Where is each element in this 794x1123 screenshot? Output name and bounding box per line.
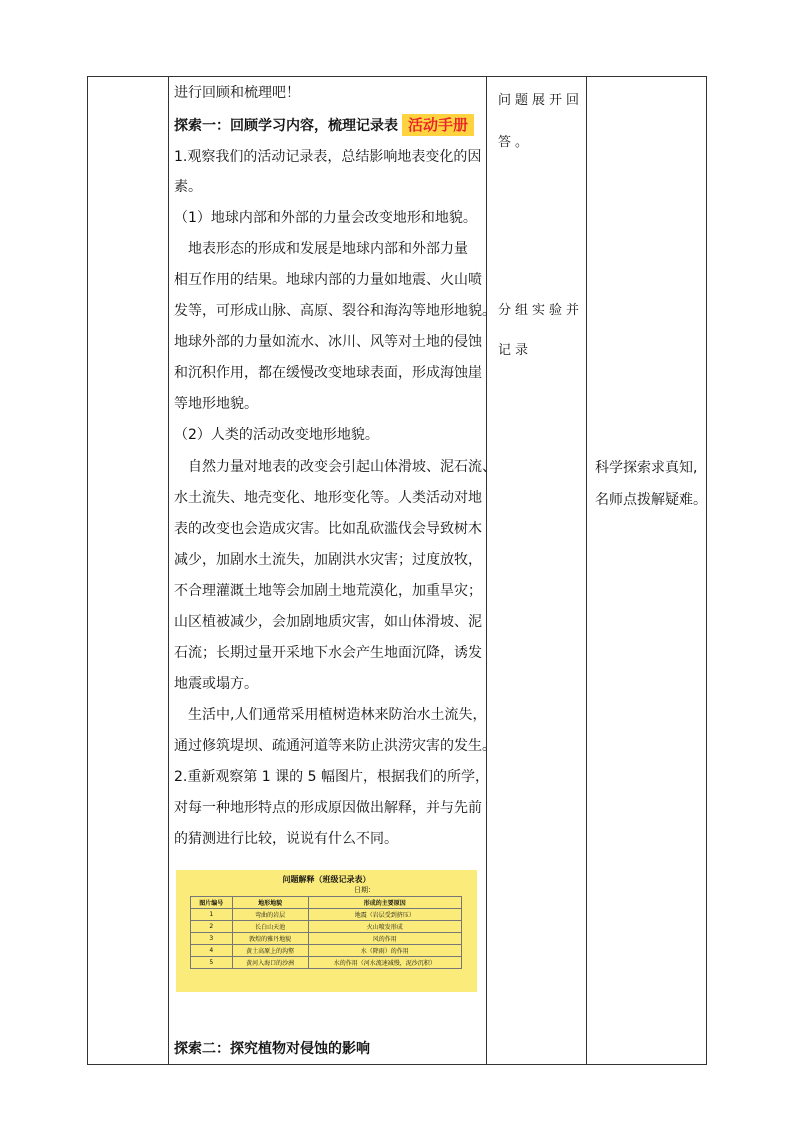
cell: 火山喷发形成	[308, 921, 461, 933]
text-line: 通过修筑堤坝、疏通河道等来防止洪涝灾害的发生。	[174, 738, 496, 754]
table-row	[191, 921, 462, 933]
cell: 弯曲的岩层	[232, 909, 308, 921]
text-line: 2.重新观察第 1 课的 5 幅图片，根据我们的所学，	[174, 769, 489, 785]
text-line: 地球外部的力量如流水、冰川、风等对土地的侵蚀	[174, 334, 482, 350]
record-header: 形成的主要原因	[308, 897, 461, 909]
text-line: 发等，可形成山脉、高原、裂谷和海沟等地形地貌。	[174, 303, 496, 319]
text-line: 和沉积作用，都在缓慢改变地球表面，形成海蚀崖	[174, 365, 482, 381]
cell: 敦煌的雅丹地貌	[232, 933, 308, 945]
text-line: 相互作用的结果。地球内部的力量如地震、火山喷	[174, 272, 482, 288]
text-line: 水土流失、地壳变化、地形变化等。人类活动对地	[174, 490, 482, 506]
cell: 水的作用（河水流速减慢，泥沙沉积）	[308, 957, 461, 969]
cell: 2	[191, 921, 233, 933]
cell: 黄土高原上的沟壑	[232, 945, 308, 957]
text-line: 地表形态的形成和发展是地球内部和外部力量	[188, 241, 468, 257]
text-line: 地震或塌方。	[174, 676, 258, 692]
lesson-table	[87, 76, 707, 1065]
intent-text: 科学探索求真知,	[595, 460, 698, 476]
text-line: 1.观察我们的活动记录表，总结影响地表变化的因	[174, 149, 482, 165]
text-line: 不合理灌溉土地等会加剧土地荒漠化，加重旱灾；	[174, 583, 482, 599]
text-line: 生活中,人们通常采用植树造林来防治水土流失，	[188, 707, 487, 723]
text-line: 对每一种地形特点的形成原因做出解释，并与先前	[174, 800, 482, 816]
explore2-title: 探索二：探究植物对侵蚀的影响	[174, 1041, 370, 1057]
text-line: 素。	[174, 179, 202, 195]
record-title: 问题解释（班级记录表）	[282, 875, 371, 884]
intent-text: 名师点拨解疑难。	[595, 492, 707, 508]
cell: 3	[191, 933, 233, 945]
cell: 长白山天池	[232, 921, 308, 933]
text-line: 石流；长期过量开采地下水会产生地面沉降，诱发	[174, 645, 482, 661]
text-line: 自然力量对地表的改变会引起山体滑坡、泥石流、	[188, 459, 496, 475]
cell: 风的作用	[308, 933, 461, 945]
record-table	[190, 896, 462, 969]
cell: 4	[191, 945, 233, 957]
cell: 水（降雨）的作用	[308, 945, 461, 957]
text-line: （2）人类的活动改变地形地貌。	[174, 427, 379, 443]
record-header: 图片编号	[191, 897, 233, 909]
student-text: 答。	[498, 135, 533, 150]
design-intent-column	[587, 77, 706, 1064]
teaching-content-column	[168, 77, 496, 1064]
student-text: 问题展开回	[498, 93, 584, 108]
table-row	[191, 933, 462, 945]
table-row	[191, 945, 462, 957]
text-line: （1）地球内部和外部的力量会改变地形和地貌。	[174, 210, 477, 226]
cell: 1	[191, 909, 233, 921]
text-line: 进行回顾和梳理吧！	[174, 85, 300, 101]
student-text: 记录	[498, 343, 533, 358]
text-line: 的猜测进行比较，说说有什么不同。	[174, 831, 398, 847]
explore1-title: 探索一：回顾学习内容，梳理记录表	[174, 118, 398, 134]
table-row	[191, 909, 462, 921]
text-line: 等地形地貌。	[174, 396, 258, 412]
student-text: 分组实验并	[498, 303, 584, 318]
text-line: 减少，加剧水土流失，加剧洪水灾害；过度放牧，	[174, 552, 482, 568]
table-row	[191, 957, 462, 969]
explore1-heading	[174, 114, 474, 136]
student-activity-column	[487, 77, 586, 1064]
cell: 地震（岩层受到挤压）	[308, 909, 461, 921]
record-date-label: 日期：	[354, 886, 375, 894]
text-line: 山区植被减少，会加剧地质灾害，如山体滑坡、泥	[174, 614, 482, 630]
cell: 5	[191, 957, 233, 969]
activity-handbook-badge: 活动手册	[402, 114, 474, 136]
text-line: 表的改变也会造成灾害。比如乱砍滥伐会导致树木	[174, 521, 482, 537]
record-header: 地形地貌	[232, 897, 308, 909]
cell: 黄河入海口的沙洲	[232, 957, 308, 969]
class-record-image	[176, 870, 477, 992]
